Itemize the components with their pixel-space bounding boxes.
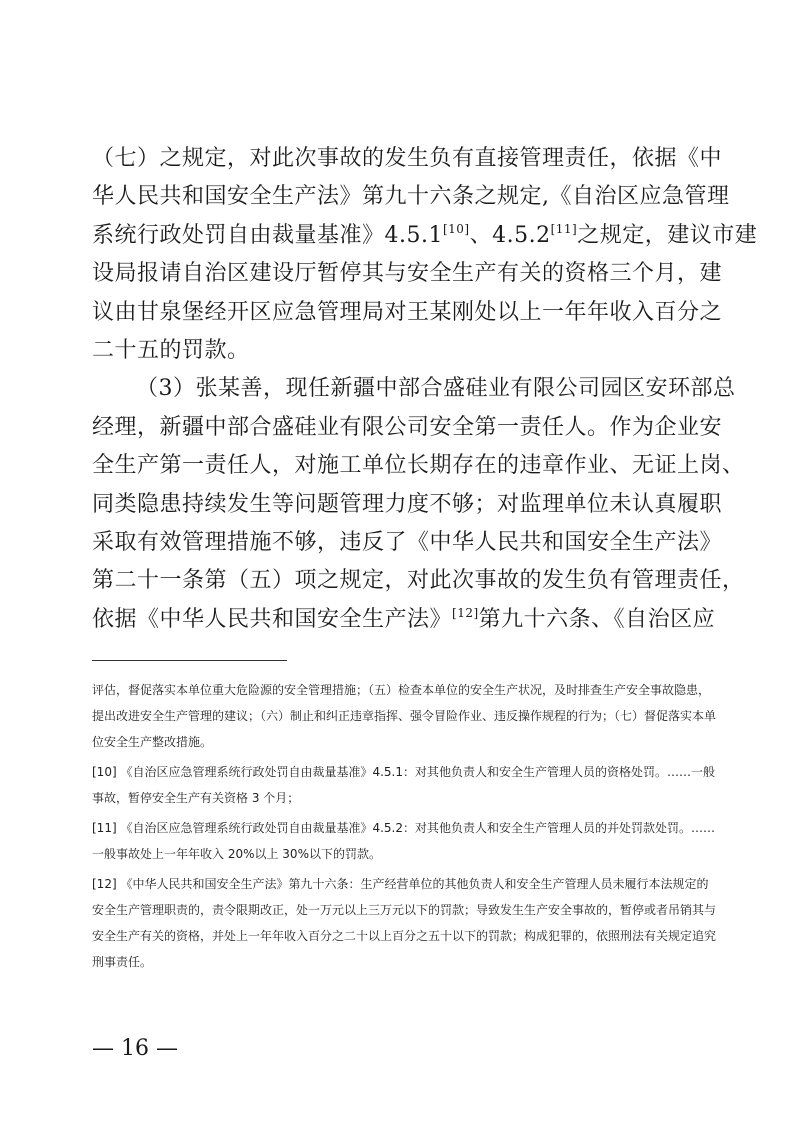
body-line: 采取有效管理措施不够，违反了《中华人民共和国安全生产法》 [92,529,723,555]
footnote-continuation: 评估，督促落实本单位重大危险源的安全管理措施；（五）检查本单位的安全生产状况，及时排查生产安全事故隐患， 提出改进安全生产管理的建议；（六）制止和纠正违章指挥、强令冒险作业、违反操作规程的行为；（七）督促落实本单 位安全生产整改措施。 [92,683,717,749]
page-number: — 16 — [92,1036,178,1061]
body-line: 全生产第一责任人，对施工单位长期存在的违章作业、无证上岗、 [92,453,745,479]
body-line: （七）之规定，对此次事故的发生负有直接管理责任，依据《中 [92,146,723,171]
body-line-with-ref: 依据《中华人民共和国安全生产法》[12]第九十六条、《自治区应 [92,605,716,632]
footnote-ref-10[interactable]: [10] [442,221,470,236]
body-line: 华人民共和国安全生产法》第九十六条之规定,《自治区应急管理 [92,184,730,210]
footnote-ref-12[interactable]: [12] [452,605,479,620]
footnote-ref-11[interactable]: [11] [550,221,578,236]
body-line: 设局报请自治区建设厅暂停其与安全生产有关的资格三个月，建 [92,261,723,287]
body-line-with-refs: 系统行政处罚自由裁量基准》4.5.1[10]、4.5.2[11]之规定，建议市建 [92,221,758,248]
footnote-12: [12] 《中华人民共和国安全生产法》第九十六条：生产经营单位的其他负责人和安全生产管理人员未履行本法规定的 安全生产管理职责的，责令限期改正，处一万元以上三万元以下的罚款；导致发生生产安全事故的，暂停或者吊销其与 安全生产有关的资格，并处上一年年收入百分之二十以上百分之五十以下的罚款；构成犯罪的，依照刑法有关规定追究 刑事责任。 [92,877,717,969]
body-line: 第二十一条第（五）项之规定，对此次事故的发生负有管理责任， [92,568,745,594]
body-line: 经理，新疆中部合盛硅业有限公司安全第一责任人。作为企业安 [92,414,723,440]
footnote-11: [11] 《自治区应急管理系统行政处罚自由裁量基准》4.5.2：对其他负责人和安全生产管理人员的并处罚款处罚。…… 一般事故处上一年年收入 20%以上 30%以下的罚款。 [92,821,715,861]
body-line: 二十五的罚款。 [92,337,250,363]
footnote-10: [10] 《自治区应急管理系统行政处罚自由裁量基准》4.5.1：对其他负责人和安全生产管理人员的资格处罚。……一般 事故，暂停安全生产有关资格 3 个月； [92,765,715,805]
footnote-divider [92,660,287,661]
body-line: （3）张某善，现任新疆中部合盛硅业有限公司园区安环部总 [136,376,736,402]
body-text [92,140,758,639]
body-line: 议由甘泉堡经开区应急管理局对王某刚处以上一年年收入百分之 [92,299,723,325]
footnotes [92,677,717,979]
body-line: 同类隐患持续发生等问题管理力度不够；对监理单位未认真履职 [92,491,723,517]
